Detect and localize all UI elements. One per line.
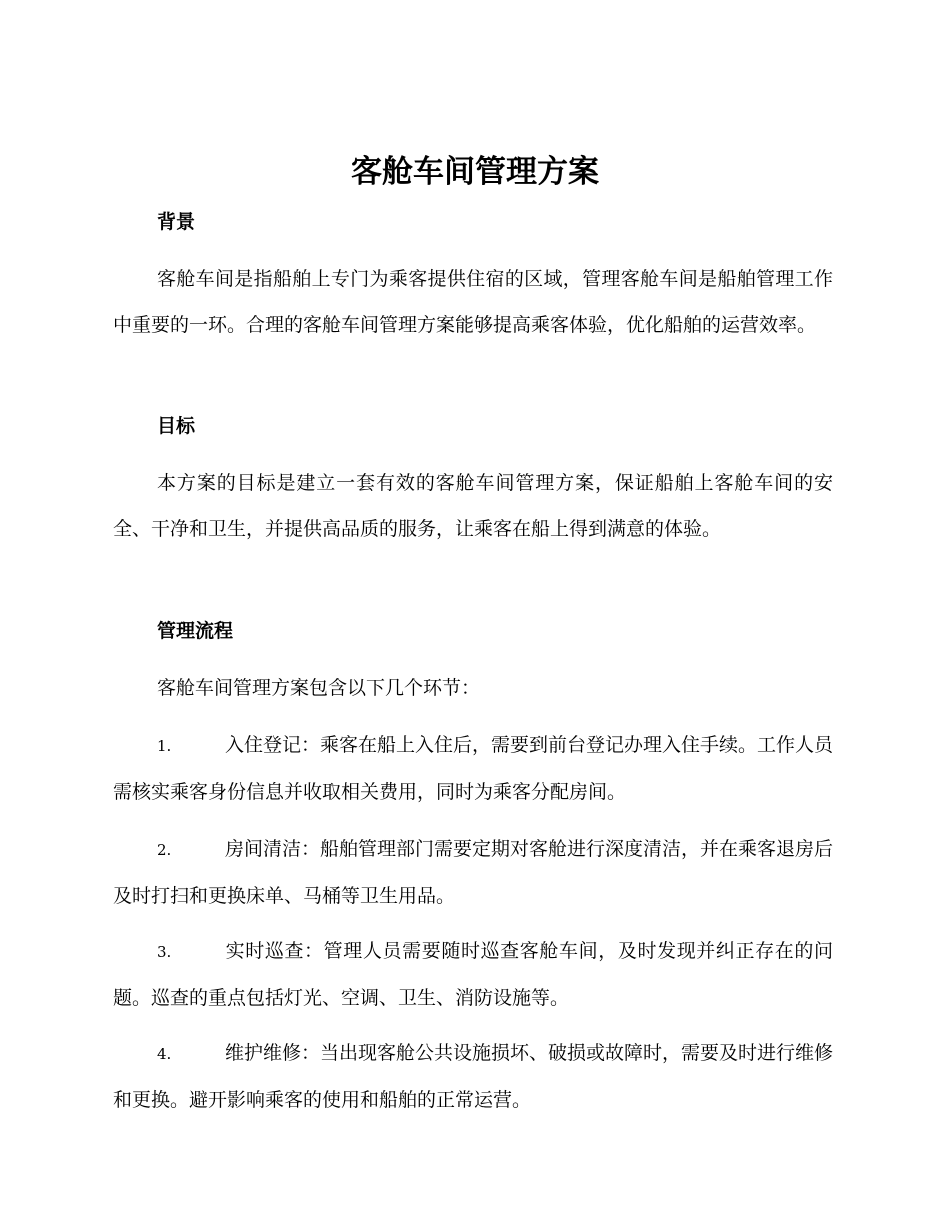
section-heading-background: 背景 [157,211,196,233]
section-paragraph-background: 客舱车间是指船舶上专门为乘客提供住宿的区域，管理客舱车间是船舶管理工作中重要的一环。合理的客舱车间管理方案能够提高乘客体验，优化船舶的运营效率。 [113,268,833,336]
list-item-text: 实时巡查：管理人员需要随时巡查客舱车间，及时发现并纠正存在的问题。巡查的重点包括灯光、空调、卫生、消防设施等。 [113,940,833,1009]
list-item-number: 3. [157,943,172,961]
list-item-number: 1. [157,737,172,755]
list-item [113,722,833,815]
list-item-number: 2. [157,841,172,859]
list-item-text: 入住登记：乘客在船上入住后，需要到前台登记办理入住手续。工作人员需核实乘客身份信息并收取相关费用，同时为乘客分配房间。 [113,734,834,803]
list-item-text: 房间清洁：船舶管理部门需要定期对客舱进行深度清洁，并在乘客退房后及时打扫和更换床单、马桶等卫生用品。 [113,838,834,907]
list-item-text: 维护维修：当出现客舱公共设施损坏、破损或故障时，需要及时进行维修和更换。避开影响乘客的使用和船舶的正常运营。 [113,1042,834,1111]
section-paragraph-goal: 本方案的目标是建立一套有效的客舱车间管理方案，保证船舶上客舱车间的安全、干净和卫生，并提供高品质的服务，让乘客在船上得到满意的体验。 [113,472,833,540]
list-item [113,1030,833,1123]
list-item [113,826,833,919]
list-item [113,928,833,1021]
section-heading-process: 管理流程 [157,620,234,642]
page-title: 客舱车间管理方案 [351,154,599,190]
section-paragraph-process: 客舱车间管理方案包含以下几个环节： [157,677,481,699]
list-item-number: 4. [157,1045,172,1063]
section-heading-goal: 目标 [157,415,196,437]
